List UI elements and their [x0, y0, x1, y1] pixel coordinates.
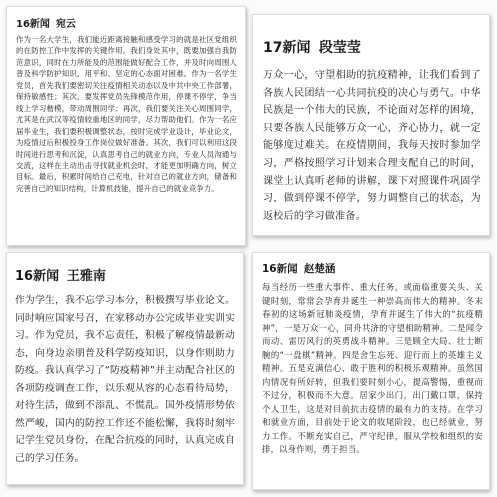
class-number: 16 [16, 19, 30, 30]
class-number: 17 [263, 40, 283, 56]
article-body: 万众一心，守望相助的抗疫精神，让我们看到了各族人民团结一心共同抗疫的决心与勇气。中华民族是一个伟大的民族，不论面对怎样的困境，只要各族人民能够万众一心，齐心协力，就一定能够度过难关。在疫情期间，我每天按时参加学习，严格按照学习计划来合理支配自己的时间，课堂上认真听老师的讲解，课下对照课件巩固学习，做到停课不停学，努力调整自己的状态，为返校后的学习做准备。 [263, 70, 481, 222]
major-name: 新闻 [276, 263, 298, 275]
author-name: 王雅南 [66, 269, 106, 284]
major-name: 新闻 [29, 19, 50, 30]
article-card-wanyun [6, 6, 246, 246]
author-name: 宛云 [55, 19, 76, 30]
article-header [262, 261, 483, 276]
class-number: 16 [262, 263, 277, 275]
author-name: 段莹莹 [318, 40, 361, 56]
article-card-wangyanan [6, 252, 244, 485]
class-number: 16 [15, 269, 34, 284]
article-body: 作为一名大学生，我们能近距离接触和感受学习的就是社区党组织的在防控工作中发挥的关键作用。我们身处其中，既要加强自我防范意识，同时在力所能及的范围能做好配合工作，并及时向周围人普及科学防护知识，用平和、坚定的心态面对困难。作为一名学生党员，首先我们要密切关注疫情相关动态以及中共中央工作部署，保持敏感性；其次，要发挥党员先锋模范作用，停课不停学，争当线上学习楷模，带动周围同学；再次，我们要关注关心周围同学，尤其是在武汉等疫情较重地区的同学，尽力帮助他们。作为一名应届毕业生，我们要积极调整状态，按时完成学业设计，毕业论文，为疫情过后积极投身工作岗位做好准备。其次，我们可以利用这段时间进行思考和沉淀，认真思考自己的就业方向，专业人员沟通与交流，这样在主动出击寻找就业机会时，才能更加明确方向，树立目标。最后，积累时间给自己充电，针对自己的就业方向，储备和完善自己的知识结构，计算机技能，提升自己的就业竞争力。 [16, 35, 237, 193]
article-header [16, 15, 237, 30]
article-header [263, 37, 481, 57]
article-card-duanyingying [252, 14, 490, 236]
article-card-zhaochuhan [252, 252, 490, 490]
author-name: 赵楚涵 [303, 263, 336, 275]
major-name: 新闻 [282, 40, 311, 56]
article-body: 每当经历一些重大事件、重大任务，或面临重要关头、关键时刻，常常会孕育并诞生一种崇高而伟大的精神。冬末春初的这场新冠肺炎疫情，孕育并诞生了伟大的“抗疫精神”，一是万众一心，同舟共济的守望相助精神。二是闻令而动、雷厉风行的英勇战斗精神。三是顾全大局、壮士断腕的“一盘棋”精神。四是舍生忘死、迎行而上的英雄主义精神。五是克满信心、敢于胜利的积极乐观精神。虽然国内情况有所好转，但我们要时刻小心，提高警惕，重视而不过分，积极而不大意。居家少出门，出门戴口罩，保持个人卫生，这是对目前抗击疫情的最有力的支持。在学习和就业方面，目前处于论文的收尾阶段，也已经就业，努力工作。不断充实自己，严守纪律，服从学校和组织的安排，以身作则，勇于担当。 [262, 282, 483, 454]
article-header [15, 265, 235, 284]
article-body: 作为学生，我不忘学习本分，积极撰写毕业论文。同时响应国家号召，在家移动办公完成毕业实训实习。作为党员，我不忘责任，积极了解疫情最新动态，向身边亲朋普及科学防疫知识，以身作则助力防疫。我认真学习了“防疫精神”并主动配合社区的各项防疫调查工作，以乐观从容的心态看待局势，对待生活，做到不添乱、不慌乱。国外疫情形势依然严峻，国内的防控工作还不能松懈，我将时刻牢记学生党员身份，在配合抗疫的同时，认真完成自己的学习任务。 [15, 295, 235, 464]
major-name: 新闻 [33, 269, 60, 284]
